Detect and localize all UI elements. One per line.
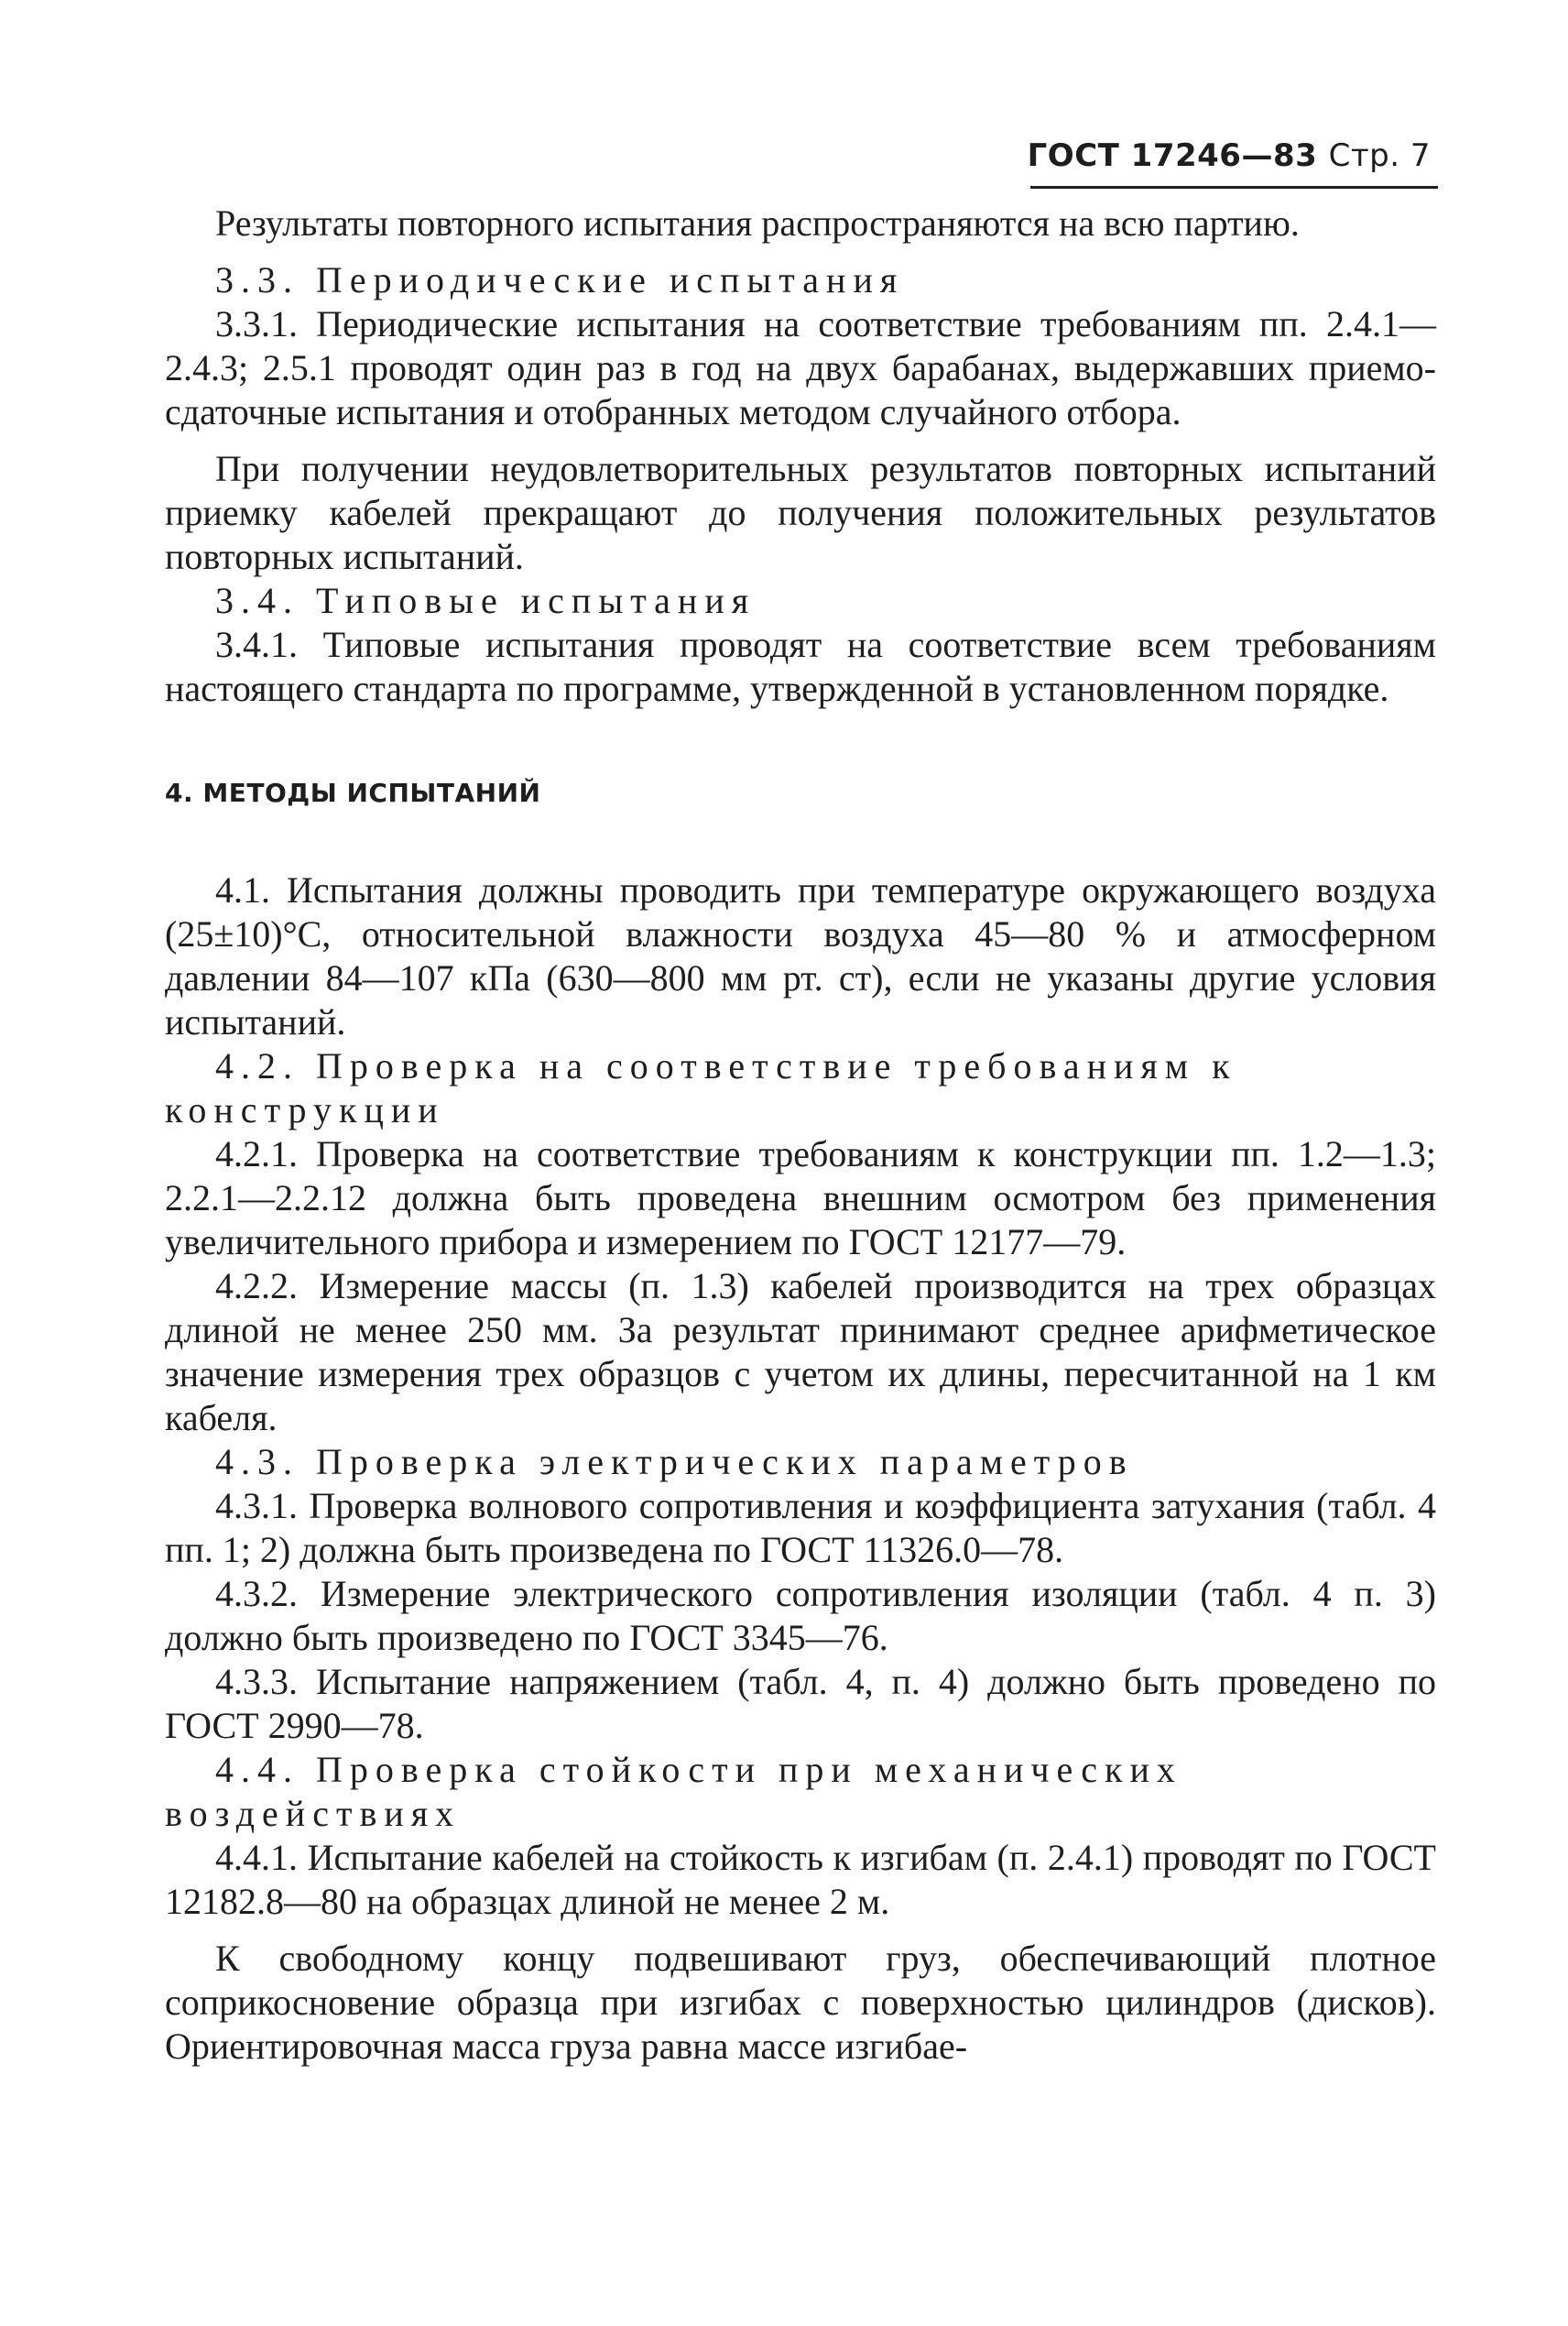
paragraph: 4.2.2. Измерение массы (п. 1.3) кабелей производится на трех образцах длиной не менее 250 мм. За результат принимают среднее арифметическое значение измерения трех образцов с учетом их длины, пересчитанной на 1 км кабеля. [165, 1265, 1436, 1438]
paragraph: 4.3.2. Измерение электрического сопротивления изоляции (табл. 4 п. 3) должно быть произведено по ГОСТ 3345—76. [165, 1573, 1436, 1658]
paragraph: 4.2.1. Проверка на соответствие требованиям к конструкции пп. 1.2—1.3; 2.2.1—2.2.12 должна быть проведена внешним осмотром без применения увеличительного прибора и измерением по ГОСТ 12177—79. [165, 1133, 1436, 1262]
document-number: ГОСТ 17246—83 [1027, 137, 1318, 174]
subsection-heading: 4.2. Проверка на соответствие требованиям к конструкции [165, 1045, 1237, 1130]
subsection-heading: 3.4. Типовые испытания [215, 580, 757, 621]
paragraph: 3.3.1. Периодические испытания на соответствие требованиям пп. 2.4.1—2.4.3; 2.5.1 проводят один раз в год на двух барабанах, выдержавших приемо-сдаточные испытания и отобранных методом случайного отбора. [165, 303, 1436, 432]
paragraph: 4.4.1. Испытание кабелей на стойкость к изгибам (п. 2.4.1) проводят по ГОСТ 12182.8—80 на образцах длиной не менее 2 м. [165, 1837, 1436, 1922]
paragraph: 4.3.1. Проверка волнового сопротивления и коэффициента затухания (табл. 4 пп. 1; 2) должна быть произведена по ГОСТ 11326.0—78. [165, 1485, 1436, 1570]
paragraph: 4.3.3. Испытание напряжением (табл. 4, п. 4) должно быть проведено по ГОСТ 2990—78. [165, 1661, 1436, 1746]
paragraph: Результаты повторного испытания распространяются на всю партию. [215, 202, 1300, 244]
subsection-heading: 4.4. Проверка стойкости при механических воздействиях [165, 1749, 1182, 1834]
section-title: 4. МЕТОДЫ ИСПЫТАНИЙ [165, 778, 541, 808]
paragraph: 4.1. Испытания должны проводить при температуре окружающего воздуха (25±10)°С, относительной влажности воздуха 45—80 % и атмосферном давлении 84—107 кПа (630—800 мм рт. ст), если не указаны другие условия испытаний. [165, 869, 1436, 1043]
header-rule [1030, 186, 1438, 189]
document-body [165, 202, 1436, 2069]
paragraph: 3.4.1. Типовые испытания проводят на соответствие всем требованиям настоящего стандарта по программе, утвержденной в установленном порядке. [165, 624, 1436, 709]
page-number: Стр. 7 [1328, 137, 1431, 174]
subsection-heading: 3.3. Периодические испытания [215, 259, 905, 300]
paragraph: К свободному концу подвешивают груз, обеспечивающий плотное соприкосновение образца при изгибах с поверхностью цилиндров (дисков). Ориентировочная масса груза равна массе изгибае- [165, 1938, 1436, 2067]
subsection-heading: 4.3. Проверка электрических параметров [215, 1441, 1134, 1482]
paragraph: При получении неудовлетворительных результатов повторных испытаний приемку кабелей прекращают до получения положительных результатов повторных испытаний. [165, 448, 1436, 577]
page-header [1028, 137, 1431, 174]
